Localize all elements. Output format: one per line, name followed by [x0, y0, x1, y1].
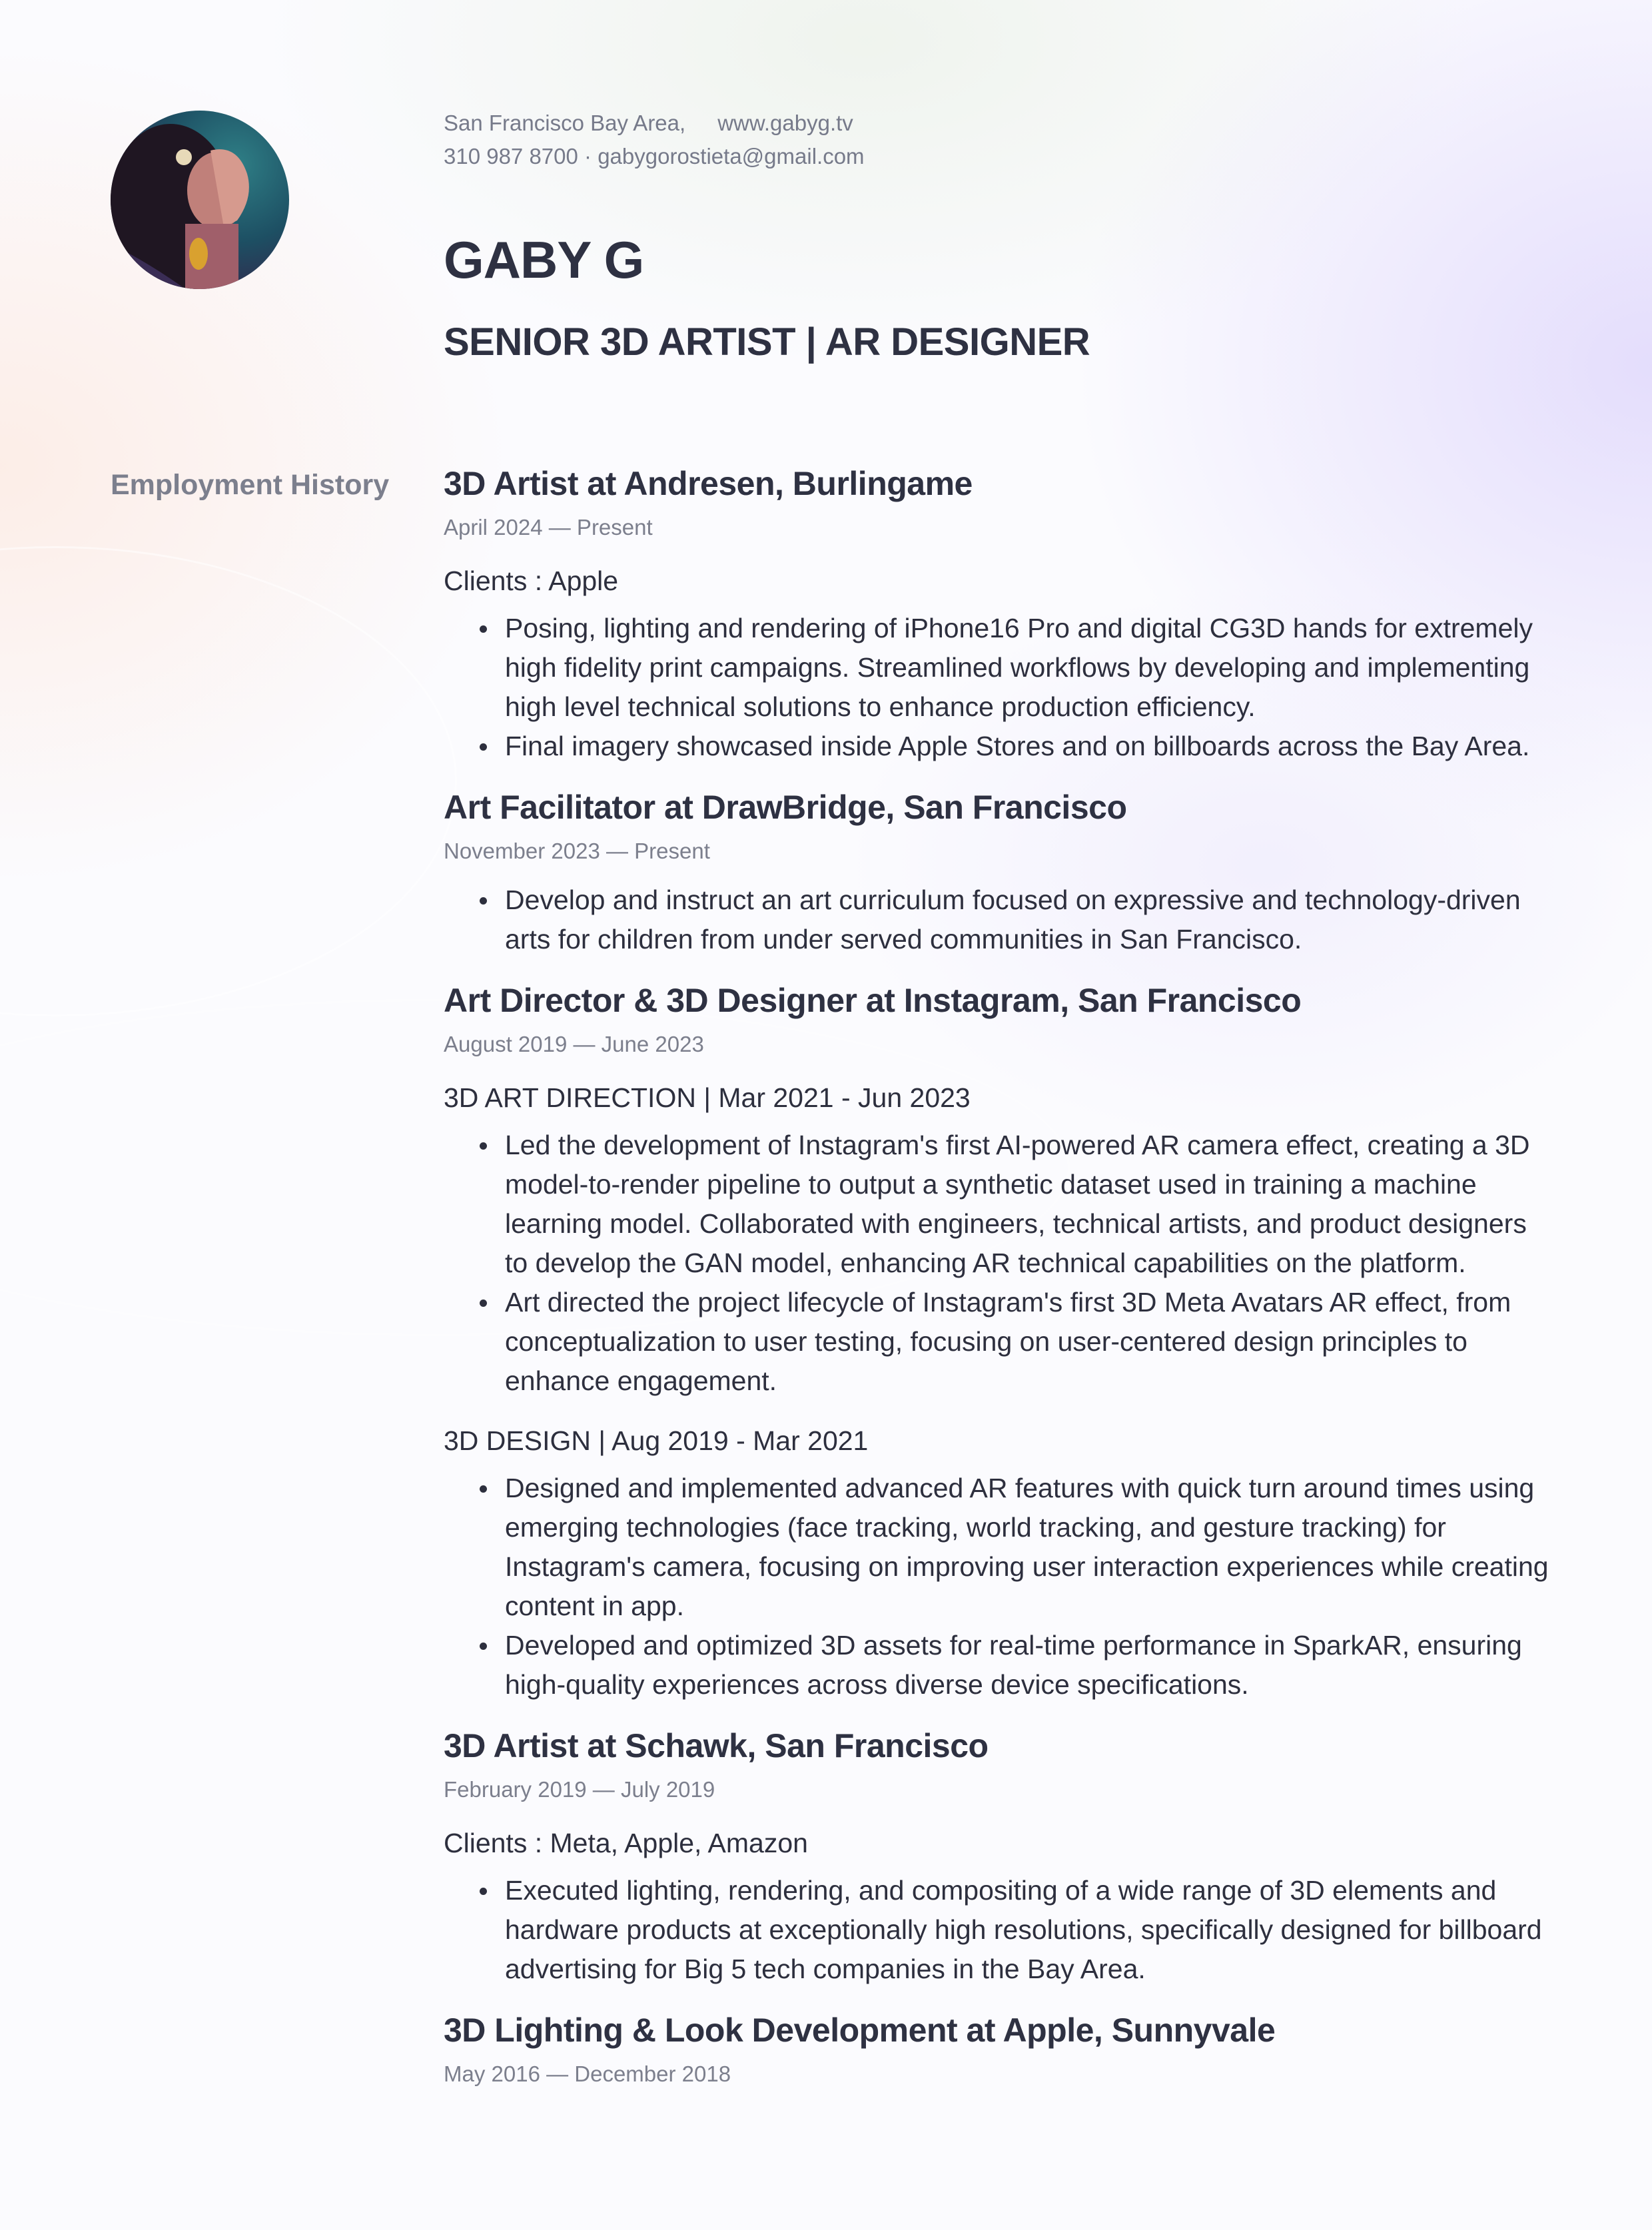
- website-link[interactable]: www.gabyg.tv: [717, 111, 853, 135]
- job-entry: [444, 458, 1549, 766]
- job-subtitle: 3D ART DIRECTION | Mar 2021 - Jun 2023: [444, 1082, 971, 1113]
- job-dates: November 2023 — Present: [444, 839, 710, 863]
- job-entry: [444, 2005, 1549, 2093]
- job-entry: [444, 1720, 1549, 1989]
- job-title: Art Facilitator at DrawBridge, San Francisco: [444, 789, 1127, 826]
- job-dates: August 2019 — June 2023: [444, 1032, 704, 1056]
- bullet-list: [444, 1126, 1549, 1401]
- job-title: Art Director & 3D Designer at Instagram, San Francisco: [444, 982, 1302, 1019]
- job-title: 3D Artist at Schawk, San Francisco: [444, 1727, 989, 1764]
- bullet-item: Led the development of Instagram's first AI-powered AR camera effect, creating a 3D model-to-render pipeline to output a synthetic dataset used in training a machine learning model. Collaborated with engineers, technical artists, and product designers to develop the GAN model, enhancing AR technical capabilities on the platform.: [505, 1126, 1549, 1283]
- phone-email-text: 310 987 8700 · gabygorostieta@gmail.com: [444, 144, 865, 169]
- job-entry: [444, 782, 1549, 959]
- bullet-item: Final imagery showcased inside Apple Stores and on billboards across the Bay Area.: [505, 727, 1549, 766]
- background-swirl: [0, 546, 457, 1016]
- bullet-list: [444, 881, 1549, 959]
- bullet-item: Develop and instruct an art curriculum focused on expressive and technology-driven arts for children from under served communities in San Francisco.: [505, 881, 1549, 959]
- person-name: GABY G: [444, 230, 644, 289]
- bullet-item: Art directed the project lifecycle of Instagram's first 3D Meta Avatars AR effect, from conceptualization to user testing, focusing on user-centered design principles to enhance engagement.: [505, 1283, 1549, 1401]
- bullet-item: Developed and optimized 3D assets for real-time performance in SparkAR, ensuring high-quality experiences across diverse device specifications.: [505, 1626, 1549, 1704]
- bullet-list: [444, 1469, 1549, 1704]
- location-text: San Francisco Bay Area,: [444, 111, 686, 135]
- job-subtitle: Clients : Apple: [444, 565, 619, 596]
- job-title: 3D Artist at Andresen, Burlingame: [444, 465, 973, 502]
- profile-photo: [111, 111, 289, 289]
- bullet-item: Executed lighting, rendering, and compositing of a wide range of 3D elements and hardware products at exceptionally high resolutions, specifically designed for billboard advertising for Big 5 tech companies in the Bay Area.: [505, 1871, 1549, 1989]
- employment-list: [444, 458, 1549, 2103]
- job-subtitle: Clients : Meta, Apple, Amazon: [444, 1828, 808, 1858]
- bullet-item: Designed and implemented advanced AR features with quick turn around times using emerging technologies (face tracking, world tracking, and gesture tracking) for Instagram's camera, focusing on improving user interaction experiences while creating content in app.: [505, 1469, 1549, 1626]
- section-label-employment: Employment History: [111, 469, 390, 501]
- job-title: 3D Lighting & Look Development at Apple, Sunnyvale: [444, 2012, 1276, 2049]
- bullet-list: [444, 1871, 1549, 1989]
- job-dates: February 2019 — July 2019: [444, 1777, 715, 1802]
- bullet-item: Posing, lighting and rendering of iPhone16 Pro and digital CG3D hands for extremely high fidelity print campaigns. Streamlined workflows by developing and implementing high level technical solutions to enhance production efficiency.: [505, 609, 1549, 727]
- bullet-list: [444, 609, 1549, 766]
- contact-info: [444, 107, 865, 173]
- person-title: SENIOR 3D ARTIST | AR DESIGNER: [444, 320, 1090, 364]
- job-dates: May 2016 — December 2018: [444, 2061, 731, 2086]
- avatar: [111, 111, 289, 289]
- job-subtitle: 3D DESIGN | Aug 2019 - Mar 2021: [444, 1425, 869, 1456]
- job-dates: April 2024 — Present: [444, 515, 653, 540]
- job-entry: [444, 975, 1549, 1704]
